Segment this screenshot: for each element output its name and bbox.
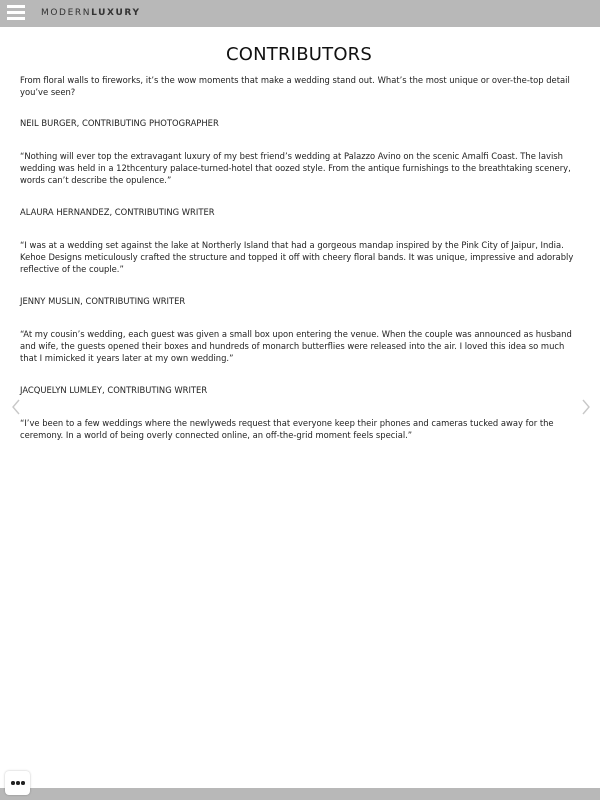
more-options-icon[interactable] (5, 771, 30, 795)
contributor-name: JACQUELYN LUMLEY, CONTRIBUTING WRITER (20, 385, 208, 395)
contributor-name: ALAURA HERNANDEZ, CONTRIBUTING WRITER (20, 207, 215, 217)
bottom-toolbar (0, 788, 600, 800)
article-intro: From floral walls to fireworks, it’s the wow moments that make a wedding stand out. What’s the most unique or over-the-top detail you’ve seen? (20, 75, 570, 97)
contributor-name: NEIL BURGER, CONTRIBUTING PHOTOGRAPHER (20, 118, 219, 128)
article-content (20, 44, 578, 461)
contributor-name: JENNY MUSLIN, CONTRIBUTING WRITER (20, 296, 186, 306)
publication-logo[interactable] (41, 8, 141, 18)
hamburger-menu-icon[interactable] (7, 5, 25, 21)
contributor-entry (20, 295, 578, 364)
menu-line (7, 17, 25, 20)
contributor-entry (20, 384, 578, 441)
top-toolbar (0, 0, 600, 27)
menu-line (7, 5, 25, 8)
menu-line (7, 11, 25, 14)
chevron-left-icon[interactable] (11, 399, 21, 415)
contributor-quote: “I’ve been to a few weddings where the newlyweds request that everyone keep their phones and cameras tucked away for the ceremony. In a world of being overly connected online, an off-the-grid moment feels special.” (20, 418, 554, 440)
contributor-quote: “Nothing will ever top the extravagant luxury of my best friend’s wedding at Palazzo Avino on the scenic Amalfi Coast. The lavish wedding was held in a 12thcentury palace-turned-hotel that oozed style. From the antique furnishings to the breathtaking scenery, words can’t describe the opulence.” (20, 151, 571, 185)
dot (21, 781, 25, 785)
page-title: CONTRIBUTORS (225, 44, 373, 65)
contributor-quote: “I was at a wedding set against the lake at Northerly Island that had a gorgeous mandap inspired by the Pink City of Jaipur, India. Kehoe Designs meticulously crafted the structure and topped it off with cheery floral bands. It was unique, impressive and adorably reflective of the couple.” (20, 240, 574, 274)
dot (16, 781, 20, 785)
dot (11, 781, 15, 785)
logo-word-luxury: LUXURY (91, 8, 141, 18)
contributor-quote: “At my cousin’s wedding, each guest was given a small box upon entering the venue. When the couple was announced as husband and wife, the guests opened their boxes and hundreds of monarch butterflies were released into the air. I loved this idea so much that I mimicked it years later at my own wedding.” (20, 329, 572, 363)
contributor-entry (20, 206, 578, 275)
contributor-entry (20, 117, 578, 186)
logo-word-modern: MODERN (41, 8, 92, 18)
chevron-right-icon[interactable] (581, 399, 591, 415)
